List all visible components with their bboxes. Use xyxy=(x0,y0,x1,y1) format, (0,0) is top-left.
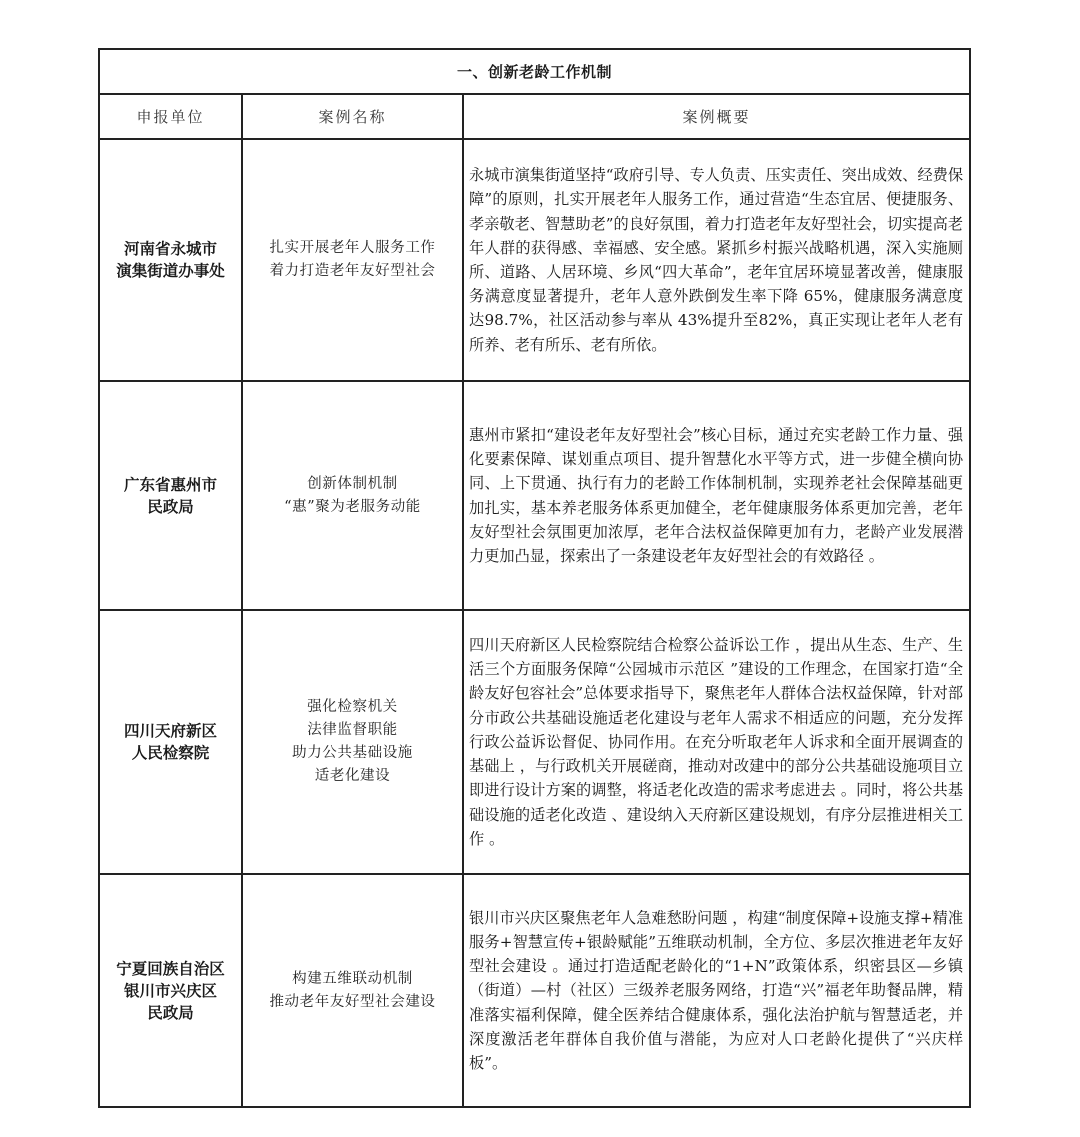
case-name-line: 推动老年友好型社会建设 xyxy=(269,993,436,1010)
case-name-line: 强化检察机关 xyxy=(307,699,398,715)
header-case-name: 案例名称 xyxy=(242,94,463,139)
unit-line: 演集街道办事处 xyxy=(116,262,225,280)
table-row xyxy=(99,381,970,610)
section-title-row xyxy=(99,49,970,94)
case-name-line: 着力打造老年友好型社会 xyxy=(269,263,436,279)
case-name-line: 助力公共基础设施 xyxy=(292,745,413,761)
unit-line: 四川天府新区 xyxy=(123,722,217,740)
unit-line: 民政局 xyxy=(147,1003,194,1022)
case-name-line: 扎实开展老年人服务工作 xyxy=(269,240,436,256)
unit-cell xyxy=(99,874,242,1107)
unit-line: 河南省永城市 xyxy=(123,240,217,258)
case-name-line: 法律监督职能 xyxy=(307,722,398,738)
case-name-line: 适老化建设 xyxy=(314,768,391,784)
unit-line: 宁夏回族自治区 xyxy=(116,959,225,978)
case-name-cell xyxy=(242,874,463,1107)
case-summary: 永城市演集街道坚持“政府引导、专人负责、压实责任、突出成效、经费保障”的原则，扎实开展老年人服务工作，通过营造“生态宜居、便捷服务、孝亲敬老、智慧助老”的良好氛围，着力打造老年友好型社会，切实提高老年人群的获得感、幸福感、安全感。紧抓乡村振兴战略机遇，深入实施厕所、道路、人居环境、乡风“四大革命”，老年宜居环境显著改善，健康服务满意度显著提升，老年人意外跌倒发生率下降 65%，健康服务满意度达98.7%，社区活动参与率从 43%提升至82%，真正实现让老年人老有所养、老有所乐、老有所依。 xyxy=(469,166,964,354)
case-summary: 银川市兴庆区聚焦老年人急难愁盼问题 ，构建“制度保障+设施支撑+精准服务+智慧宣传+银龄赋能”五维联动机制，全方位、多层次推进老年友好型社会建设 。通过打造适配老龄化的“1+N”政策体系，织密县区—乡镇（街道）—村（社区）三级养老服务网络，打造“兴”福老年助餐品牌，精准落实福利保障，健全医养结合健康体系，强化法治护航与智慧适老，并深度激活老年群体自我价值与潜能，为应对人口老龄化提供了“兴庆样板”。 xyxy=(469,908,964,1072)
case-name-line: “惠”聚为老服务动能 xyxy=(284,498,421,515)
unit-line: 人民检察院 xyxy=(131,744,210,762)
case-name-line: 构建五维联动机制 xyxy=(292,970,413,987)
table-row xyxy=(99,139,970,381)
unit-line: 银川市兴庆区 xyxy=(123,981,217,1000)
summary-cell xyxy=(463,139,970,381)
table-row xyxy=(99,874,970,1107)
unit-line: 民政局 xyxy=(147,497,194,516)
summary-cell xyxy=(463,381,970,610)
case-summary: 四川天府新区人民检察院结合检察公益诉讼工作 ，提出从生态、生产、生活三个方面服务保障“公园城市示范区 ”建设的工作理念，在国家打造“全龄友好包容社会”总体要求指导下，聚焦老年人群体合法权益保障，针对部分市政公共基础设施适老化建设与老年人需求不相适应的问题，充分发挥行政公益诉讼督促、协同作用。在充分听取老年人诉求和全面开展调查的基础上 ，与行政机关开展磋商，推动对改建中的部分公共基础设施项目立即进行设计方案的调整，将适老化改造的需求考虑进去 。同时，将公共基础设施的适老化改造 、建设纳入天府新区建设规划，有序分层推进相关工作 。 xyxy=(469,636,964,848)
unit-cell xyxy=(99,610,242,874)
case-name-cell xyxy=(242,381,463,610)
unit-cell xyxy=(99,139,242,381)
case-table xyxy=(98,48,971,1108)
table-row xyxy=(99,610,970,874)
case-summary: 惠州市紧扣“建设老年友好型社会”核心目标，通过充实老龄工作力量、强化要素保障、谋划重点项目、提升智慧化水平等方式，进一步健全横向协同、上下贯通、执行有力的老龄工作体制机制，实现养老社会保障基础更加扎实，基本养老服务体系更加健全，老年健康服务体系更加完善，老年友好型社会氛围更加浓厚，老年合法权益保障更加有力，老龄产业发展潜力更加凸显，探索出了一条建设老年友好型社会的有效路径 。 xyxy=(469,425,964,565)
unit-line: 广东省惠州市 xyxy=(123,475,217,494)
header-summary: 案例概要 xyxy=(463,94,970,139)
summary-cell xyxy=(463,874,970,1107)
case-name-line: 创新体制机制 xyxy=(307,475,398,492)
case-name-cell xyxy=(242,610,463,874)
case-name-cell xyxy=(242,139,463,381)
summary-cell xyxy=(463,610,970,874)
section-title: 一、创新老龄工作机制 xyxy=(99,49,970,94)
header-unit: 申报单位 xyxy=(99,94,242,139)
unit-cell xyxy=(99,381,242,610)
header-row xyxy=(99,94,970,139)
